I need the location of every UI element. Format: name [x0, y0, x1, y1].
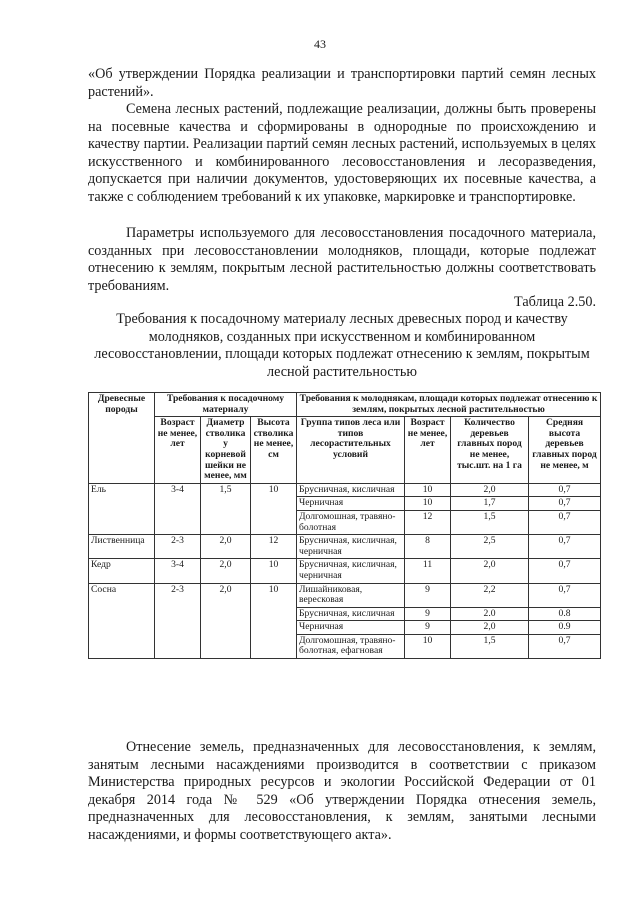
forest-group: Черничная [297, 497, 405, 511]
young-age: 10 [405, 497, 451, 511]
young-age: 9 [405, 583, 451, 607]
planting-diameter: 1,5 [201, 483, 251, 534]
table-row [89, 535, 601, 559]
avg-height: 0,7 [529, 634, 601, 658]
avg-height: 0,7 [529, 559, 601, 583]
forest-group: Брусничная, кисличная [297, 607, 405, 621]
tree-count: 2,0 [451, 483, 529, 497]
header-young-group: Требования к молоднякам, площади которых подлежат отнесению к землям, покрытых лесной растительностью [297, 393, 601, 417]
table-row [89, 583, 601, 607]
planting-height: 12 [251, 535, 297, 559]
planting-age: 2-3 [155, 535, 201, 559]
table-title: Требования к посадочному материалу лесных древесных пород и качеству молодняков, созданных при искусственном и комбинированном лесовосстановлении, площади которых подлежат отнесению к землям, покрытым лесной растительностью [94, 311, 590, 380]
header-forest-group: Группа типов леса или типов лесорастительных условий [297, 417, 405, 484]
tree-count: 1,7 [451, 497, 529, 511]
seeds-paragraph: Семена лесных растений, подлежащие реализации, должны быть проверены на посевные качества и сформированы в однородные по происхождению и качеству партии. Реализации партий семян лесных растений, используемых в целях искусственного и комбинированного лесовосстановления и лесоразведения, допускается при наличии документов, удостоверяющих их посевные качества, а также с соблюдением требований к их упаковке, маркировке и транспортировке. [88, 101, 596, 205]
page-number: 43 [314, 37, 326, 51]
tree-count: 1,5 [451, 510, 529, 534]
avg-height: 0,7 [529, 535, 601, 559]
params-paragraph-block [88, 225, 596, 295]
species-name: Ель [89, 483, 155, 534]
header-young-age: Возраст не менее, лет [405, 417, 451, 484]
young-age: 9 [405, 621, 451, 635]
table-label: Таблица 2.50. [514, 294, 596, 310]
table-row [89, 559, 601, 583]
header-planting-group: Требования к посадочному материалу [155, 393, 297, 417]
avg-height: 0,7 [529, 497, 601, 511]
forest-group: Брусничная, кисличная [297, 483, 405, 497]
tree-count: 2.0 [451, 607, 529, 621]
header-tree-count: Количество деревьев главных пород не менее, тыс.шт. на 1 га [451, 417, 529, 484]
intro-paragraph: «Об утверждении Порядка реализации и транспортировки партий семян лесных растений». [88, 66, 596, 100]
planting-diameter: 2,0 [201, 583, 251, 659]
species-name: Лиственница [89, 535, 155, 559]
seeds-paragraph-block [88, 101, 596, 207]
avg-height: 0,7 [529, 483, 601, 497]
table-row [89, 483, 601, 497]
planting-height: 10 [251, 583, 297, 659]
avg-height: 0,7 [529, 583, 601, 607]
after-paragraph-block [88, 739, 596, 845]
forest-group: Брусничная, кисличная, черничная [297, 535, 405, 559]
planting-age: 3-4 [155, 483, 201, 534]
intro-paragraph-block [88, 66, 596, 101]
after-paragraph: Отнесение земель, предназначенных для лесовосстановления, к землям, занятым лесными насаждениями производится в соответствии с приказом Министерства природных ресурсов и экологии Российской Федерации от 01 декабря 2014 года № 529 «Об утверждении Порядка отнесения земель, предназначенных для лесовосстановления, к землям, занятыми лесными насаждениями, и формы соответствующего акта». [88, 739, 596, 843]
planting-height: 10 [251, 483, 297, 534]
header-height: Высота стволика не менее, см [251, 417, 297, 484]
tree-count: 2,0 [451, 621, 529, 635]
planting-height: 10 [251, 559, 297, 583]
young-age: 9 [405, 607, 451, 621]
header-species: Древесные породы [89, 393, 155, 484]
planting-age: 3-4 [155, 559, 201, 583]
planting-diameter: 2,0 [201, 535, 251, 559]
forest-group: Черничная [297, 621, 405, 635]
planting-diameter: 2,0 [201, 559, 251, 583]
header-age: Возраст не менее, лет [155, 417, 201, 484]
forest-group: Брусничная, кисличная, черничная [297, 559, 405, 583]
avg-height: 0,7 [529, 510, 601, 534]
young-age: 12 [405, 510, 451, 534]
species-name: Кедр [89, 559, 155, 583]
tree-count: 2,2 [451, 583, 529, 607]
species-name: Сосна [89, 583, 155, 659]
young-age: 10 [405, 483, 451, 497]
young-age: 11 [405, 559, 451, 583]
params-paragraph: Параметры используемого для лесовосстановления посадочного материала, созданных при лесовосстановлении молодняков, площади, которые подлежат отнесению к землям, покрытым лесной растительностью должны соответствовать требованиям. [88, 225, 596, 294]
avg-height: 0.9 [529, 621, 601, 635]
tree-count: 1,5 [451, 634, 529, 658]
forest-group: Лишайниковая, вересковая [297, 583, 405, 607]
young-age: 8 [405, 535, 451, 559]
tree-count: 2,5 [451, 535, 529, 559]
young-age: 10 [405, 634, 451, 658]
planting-age: 2-3 [155, 583, 201, 659]
requirements-table [88, 392, 601, 659]
header-diameter: Диаметр стволика у корневой шейки не менее, мм [201, 417, 251, 484]
forest-group: Долгомошная, травяно-болотная, ефагновая [297, 634, 405, 658]
forest-group: Долгомошная, травяно-болотная [297, 510, 405, 534]
tree-count: 2,0 [451, 559, 529, 583]
header-avg-height: Средняя высота деревьев главных пород не менее, м [529, 417, 601, 484]
avg-height: 0.8 [529, 607, 601, 621]
